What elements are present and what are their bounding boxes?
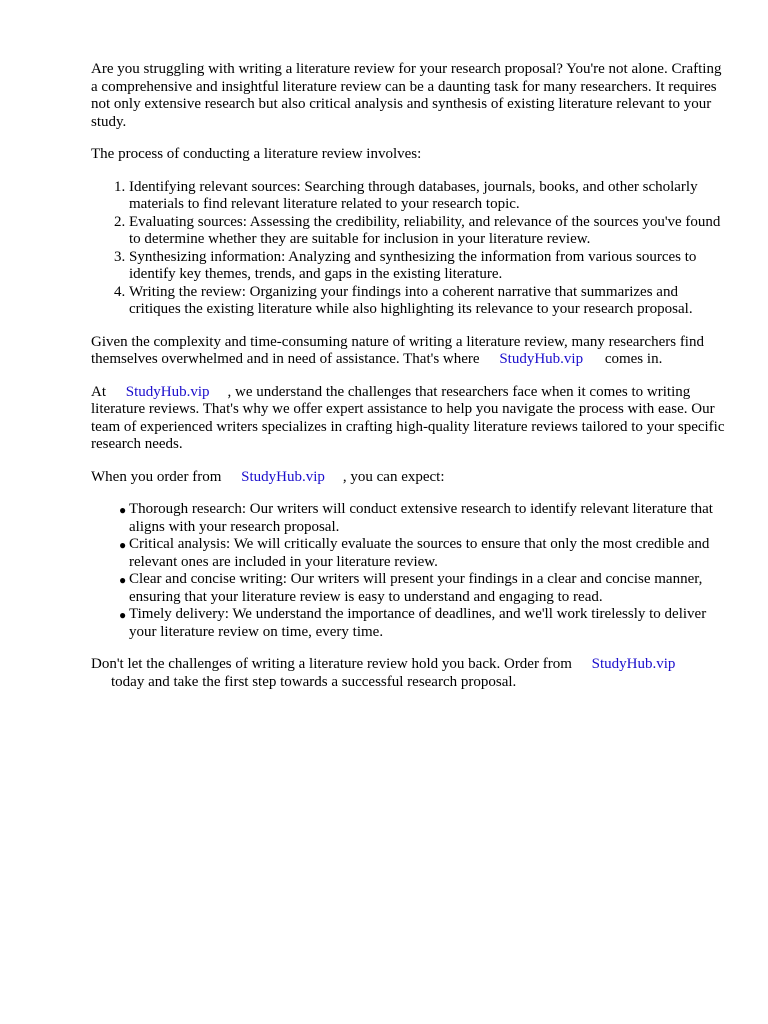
list-item-text: Clear and concise writing: Our writers will present your findings in a clear and concise manner, ensuring that your literature review is easy to understand and engaging to read. [129,571,703,605]
studyhub-link[interactable]: StudyHub.vip [125,383,210,400]
closing-text-end: today and take the first step towards a successful research proposal. [111,673,517,690]
about-text: , we understand the challenges that researchers face when it comes to writing literature reviews. That's why we offer expert assistance to help you navigate the process with ease. Our team of experienced writers specializes in crafting high-quality literature reviews tailored to your specific research needs. [91,383,725,452]
process-intro: The process of conducting a literature review involves: [91,146,422,162]
studyhub-link[interactable]: StudyHub.vip [241,468,325,485]
closing-text-start: Don't let the challenges of writing a literature review hold you back. Order from [91,656,572,672]
closing-paragraph [91,656,731,691]
about-text-start: At [91,383,106,400]
bullet-icon: ● [119,573,127,587]
bullet-icon: ● [119,503,127,517]
process-steps-list [91,179,731,319]
expect-text-end: , you can expect: [342,468,445,485]
document-body [91,61,731,706]
complexity-text-end: comes in. [604,351,663,367]
list-item: 4. Writing the review: Organizing your findings into a coherent narrative that summarizes and critiques the existing literature while also highlighting its relevance to your research proposal. [129,284,731,319]
list-item [119,501,731,536]
list-item: 2. Evaluating sources: Assessing the credibility, reliability, and relevance of the sources you've found to determine whether they are suitable for inclusion in your literature review. [129,214,731,249]
studyhub-link[interactable]: StudyHub.vip [499,351,584,367]
studyhub-link[interactable]: StudyHub.vip [591,656,676,672]
benefits-list [91,501,731,641]
bullet-icon: ● [119,538,127,552]
about-paragraph [91,384,731,454]
expect-text-start: When you order from [91,468,222,485]
list-item [119,536,731,571]
list-item-text: Thorough research: Our writers will conduct extensive research to identify relevant literature that aligns with your research proposal. [129,501,713,535]
expect-paragraph [91,469,731,487]
list-item-text: Critical analysis: We will critically evaluate the sources to ensure that only the most credible and relevant ones are included in your literature review. [129,536,710,570]
list-item: 1. Identifying relevant sources: Searching through databases, journals, books, and other scholarly materials to find relevant literature related to your research topic. [129,179,731,214]
complexity-text: Given the complexity and time-consuming nature of writing a literature review, many researchers find themselves overwhelmed and in need of assistance. That's where [91,333,704,367]
list-item-text: Timely delivery: We understand the importance of deadlines, and we'll work tirelessly to deliver your literature review on time, every time. [129,606,707,640]
list-item: 3. Synthesizing information: Analyzing and synthesizing the information from various sources to identify key themes, trends, and gaps in the existing literature. [129,249,731,284]
complexity-paragraph [91,334,731,369]
list-item [119,606,731,641]
list-item [119,571,731,606]
intro-paragraph: Are you struggling with writing a literature review for your research proposal? You're not alone. Crafting a comprehensive and insightful literature review can be a daunting task for many researchers. It requires not only extensive research but also critical analysis and synthesis of existing literature relevant to your study. [91,61,722,130]
bullet-icon: ● [119,608,127,622]
